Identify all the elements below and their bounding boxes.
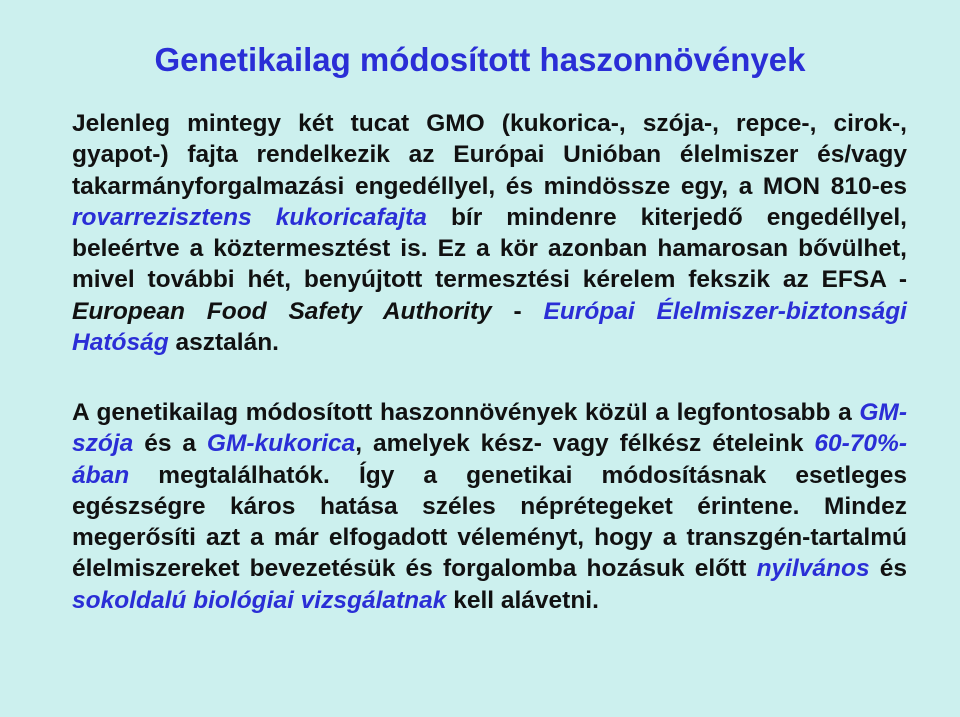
paragraph-text: , amelyek kész- vagy félkész ételeink xyxy=(355,430,815,458)
highlight-percentage: 60-70%-ában xyxy=(72,430,907,489)
paragraph-text: bír mindenre kiterjedő engedéllyel, beleértve a köztermesztést is. Ez a kör azonban hamarosan bővülhet, mivel további hét, benyújtott termesztési kérelem fekszik az EFSA - xyxy=(72,203,907,294)
paragraph-text: asztalán. xyxy=(168,329,279,357)
highlight-gm-szoja: GM-szója xyxy=(72,399,907,458)
paragraph-gm-crops xyxy=(72,397,907,616)
paragraph-gmo-approval xyxy=(72,108,907,358)
highlight-gm-kukorica: GM-kukorica xyxy=(206,430,356,458)
paragraph-text: és xyxy=(869,555,908,583)
paragraph-text: kell alávetni. xyxy=(446,586,599,614)
highlight-rovarrezisztens: rovarrezisztens kukoricafajta xyxy=(72,203,427,231)
highlight-efsa-hungarian-name: Európai Élelmiszer-biztonsági Hatóság xyxy=(72,297,907,357)
paragraph-text: és a xyxy=(133,430,207,458)
paragraph-text: megtalálhatók. Így a genetikai módosításnak esetleges egészségre káros hatása széles néprétegeket érintene. Mindez megerősíti azt a már elfogadott véleményt, hogy a transzgén-tartalmú élelmiszereket bevezetésük és forgalomba hozásuk előtt xyxy=(72,461,907,583)
highlight-vizsgalat: sokoldalú biológiai vizsgálatnak xyxy=(72,586,447,614)
paragraph-text: Jelenleg mintegy két tucat GMO (kukorica-, szója-, repce-, cirok-, gyapot-) fajta rendelkezik az Európai Unióban élelmiszer és/vagy takarmányforgalmazási engedéllyel, és mindössze egy, a MON 810-es xyxy=(72,110,907,200)
paragraph-text: A genetikailag módosított haszonnövények közül a legfontosabb a xyxy=(72,399,860,426)
slide-title: Genetikailag módosított haszonnövények xyxy=(154,41,806,78)
efsa-english-name: European Food Safety Authority xyxy=(72,297,492,325)
paragraph-text: - xyxy=(491,297,544,325)
highlight-nyilvanos: nyilvános xyxy=(756,555,870,583)
